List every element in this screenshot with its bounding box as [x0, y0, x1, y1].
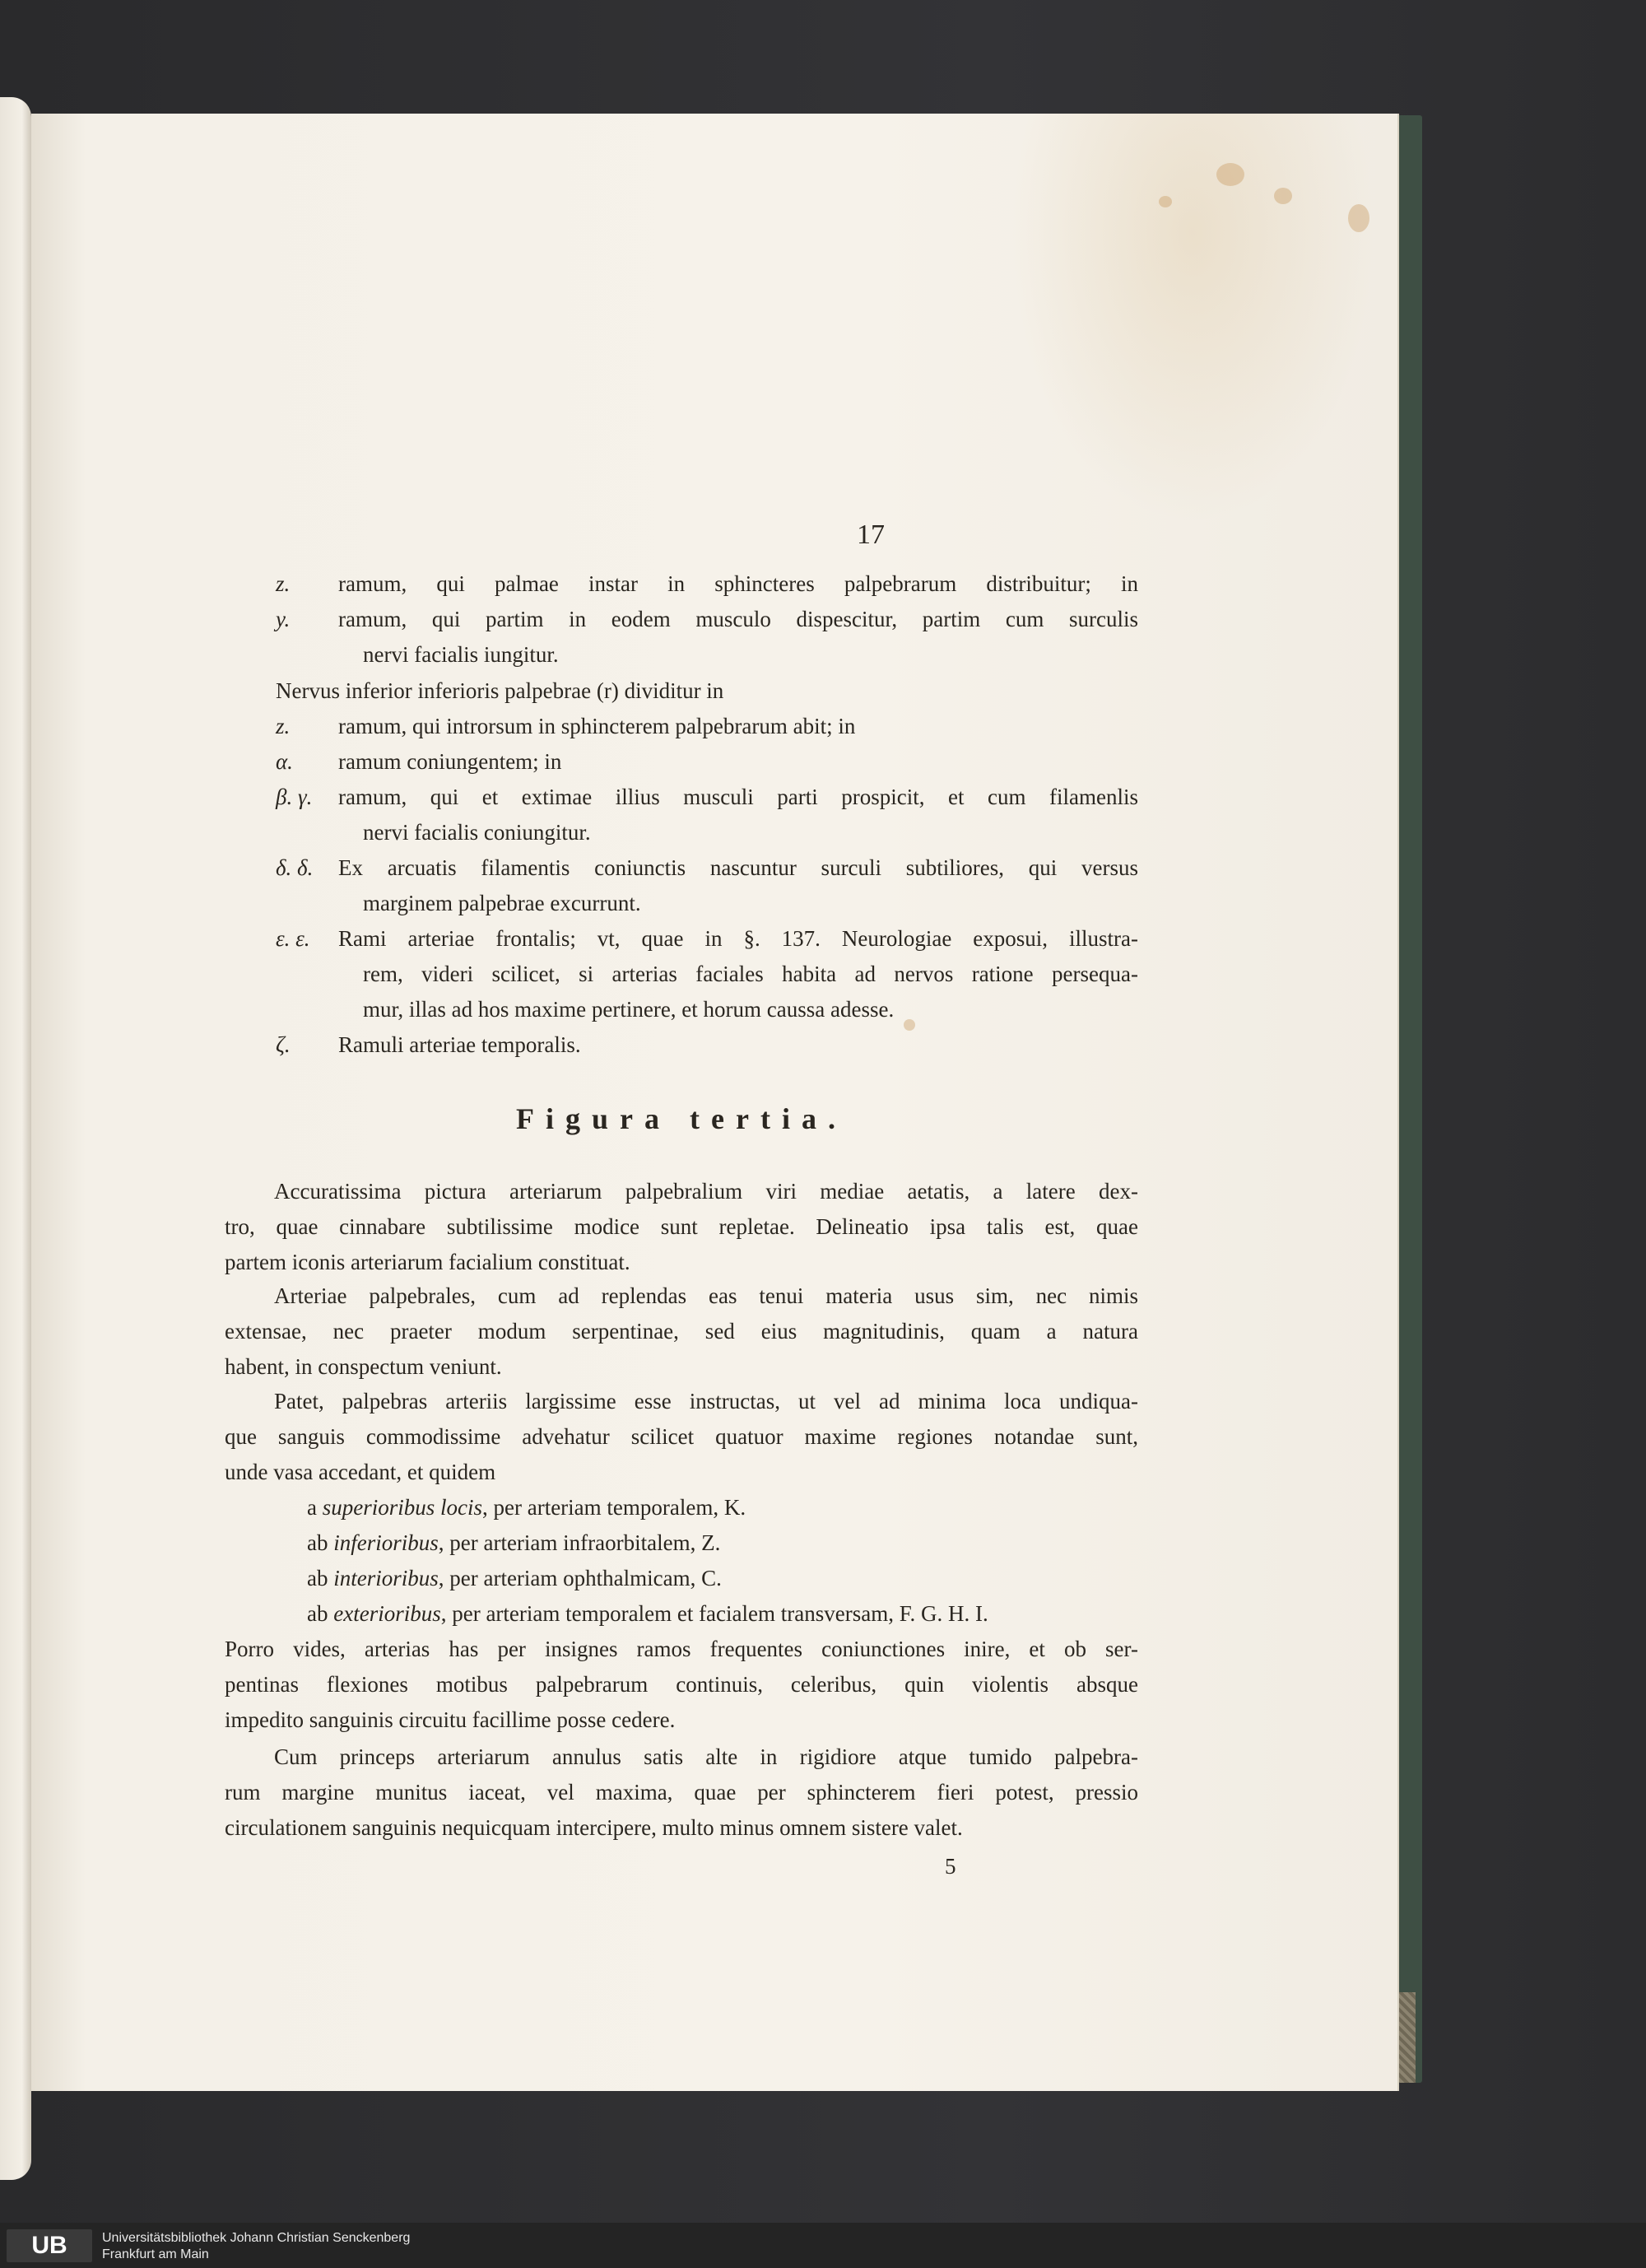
foxing-spot — [1348, 204, 1369, 232]
legend-label: δ. δ. — [276, 855, 314, 880]
legend-text: ramum coniungentem; in — [338, 749, 562, 774]
library-city: Frankfurt am Main — [102, 2247, 209, 2261]
legend-text: ramum, qui palmae instar in sphincteres palpebrarum distribuitur; in — [338, 571, 1138, 596]
legend-text: Ramuli arteriae temporalis. — [338, 1032, 581, 1057]
paragraph-line: Porro vides, arterias has per insignes ramos frequentes coniunctiones inire, et ob ser- — [225, 1637, 1138, 1661]
book-page — [31, 114, 1397, 2091]
legend-entry — [225, 602, 1138, 673]
paragraph-line: unde vasa accedant, et quidem — [225, 1460, 496, 1484]
paragraph — [225, 1632, 1138, 1738]
legend-text-continued: mur, illas ad hos maxime pertinere, et horum caussa adesse. — [363, 997, 895, 1022]
legend-text: Rami arteriae frontalis; vt, quae in §. 137. Neurologiae exposui, illustra- — [338, 926, 1138, 951]
region-item: ab interioribus, per arteriam ophthalmicam, C. — [307, 1566, 722, 1590]
legend-label: β. γ. — [276, 785, 313, 809]
foxing-spot — [1159, 196, 1172, 207]
legend-text: Ex arcuatis filamentis coniunctis nascuntur surculi subtiliores, qui versus — [338, 855, 1138, 880]
paragraph-line: tro, quae cinnabare subtilissime modice sunt repletae. Delineatio ipsa talis est, quae — [225, 1214, 1138, 1239]
foxing-spot — [1274, 188, 1292, 204]
paragraph-line: partem iconis arteriarum facialium constituat. — [225, 1250, 630, 1274]
legend-entry — [225, 709, 1138, 744]
paragraph — [225, 1174, 1138, 1280]
library-footer — [0, 2223, 1646, 2268]
paragraph-line: Arteriae palpebrales, cum ad replendas eas tenui materia usus sim, nec nimis — [274, 1283, 1138, 1308]
legend-entry — [225, 780, 1138, 850]
legend-label: ζ. — [276, 1032, 291, 1057]
legend-text-continued: nervi facialis iungitur. — [363, 642, 559, 667]
paragraph-line: Accuratissima pictura arteriarum palpebralium viri mediae aetatis, a latere dex- — [274, 1179, 1138, 1204]
legend-entry — [225, 744, 1138, 780]
paragraph-line: impedito sanguinis circuitu facillime posse cedere. — [225, 1707, 676, 1732]
foxing-spot — [1216, 163, 1244, 186]
region-list — [307, 1490, 988, 1632]
legend-text-continued: nervi facialis coniungitur. — [363, 820, 591, 845]
legend-label: α. — [276, 749, 293, 774]
paragraph-line: circulationem sanguinis nequicquam intercipere, multo minus omnem sistere valet. — [225, 1815, 963, 1840]
legend-text: ramum, qui partim in eodem musculo dispescitur, partim cum surculis — [338, 607, 1138, 631]
page-number: 17 — [857, 519, 885, 550]
paragraph — [225, 1739, 1138, 1846]
paragraph-line: que sanguis commodissime advehatur scilicet quatuor maxime regiones notandae sunt, — [225, 1424, 1138, 1449]
paragraph-line: Patet, palpebras arteriis largissime esse instructas, ut vel ad minima loca undiqua- — [274, 1389, 1138, 1413]
legend-subheading: Nervus inferior inferioris palpebrae (r) dividitur in — [276, 678, 724, 703]
legend-entry — [225, 850, 1138, 921]
paragraph-line: pentinas flexiones motibus palpebrarum continuis, celeribus, quin violentis absque — [225, 1672, 1138, 1697]
region-item: a superioribus locis, per arteriam temporalem, K. — [307, 1495, 746, 1520]
legend-text-continued: rem, videri scilicet, si arterias faciales habita ad nervos ratione persequa- — [363, 962, 1138, 986]
left-page-edge — [0, 97, 31, 2180]
region-item: ab inferioribus, per arteriam infraorbitalem, Z. — [307, 1530, 721, 1555]
paragraph-line: rum margine munitus iaceat, vel maxima, quae per sphincterem fieri potest, pressio — [225, 1780, 1138, 1805]
legend-label: ε. ε. — [276, 926, 310, 951]
library-logo: UB — [7, 2229, 92, 2262]
legend-entry — [225, 921, 1138, 1027]
signature-mark: 5 — [945, 1854, 956, 1879]
paragraph — [225, 1278, 1138, 1385]
paragraph-line: Cum princeps arteriarum annulus satis alte in rigidiore atque tumido palpebra- — [274, 1744, 1138, 1769]
legend-label: z. — [276, 571, 291, 596]
paragraph — [225, 1384, 1138, 1490]
legend-text: ramum, qui et extimae illius musculi parti prospicit, et cum filamenlis — [338, 785, 1138, 809]
section-heading: Figura tertia. — [516, 1102, 847, 1135]
paragraph-line: habent, in conspectum veniunt. — [225, 1354, 502, 1379]
legend-label: y. — [276, 607, 291, 631]
legend-text-continued: marginem palpebrae excurrunt. — [363, 891, 641, 915]
legend-label: z. — [276, 714, 291, 738]
paragraph-line: extensae, nec praeter modum serpentinae, sed eius magnitudinis, quam a natura — [225, 1319, 1138, 1344]
legend-entry — [225, 566, 1138, 602]
library-name: Universitätsbibliothek Johann Christian Senckenberg — [102, 2231, 411, 2245]
legend-entry — [225, 1027, 1138, 1063]
legend-text: ramum, qui introrsum in sphincterem palpebrarum abit; in — [338, 714, 856, 738]
region-item: ab exterioribus, per arteriam temporalem et facialem transversam, F. G. H. I. — [307, 1601, 988, 1626]
